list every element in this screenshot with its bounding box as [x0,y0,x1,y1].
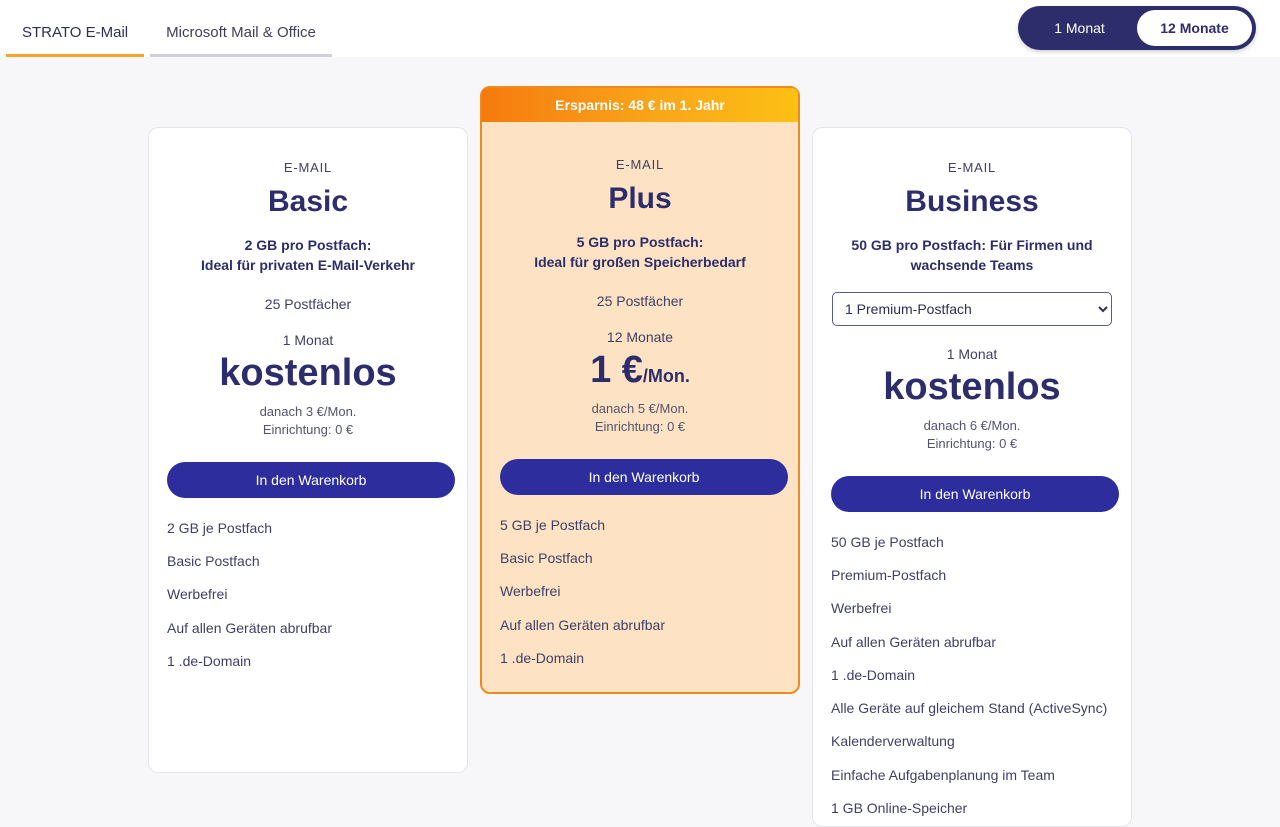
toggle-option-1-monat[interactable] [1022,10,1137,46]
list-item: Werbefrei [167,586,228,603]
list-item: 1 GB Online-Speicher [831,800,968,817]
plan-savings-ribbon-plus: Ersparnis: 48 € im 1. Jahr [482,88,798,122]
tab-strato-email[interactable] [6,25,144,57]
list-item: 1 .de-Domain [167,652,252,669]
list-item: Premium-Postfach [831,566,947,583]
plan-card-plus [480,86,800,694]
tab-microsoft-mail-office-label: Microsoft Mail & Office [166,24,316,41]
postfach-select[interactable] [832,292,1112,326]
list-item: Auf allen Geräten abrufbar [500,616,665,633]
list-item: Kalenderverwaltung [831,733,955,750]
plan-subtitle-business-line2: wachsende Teams [910,257,1034,274]
plan-features-basic [167,518,449,671]
list-item: 5 GB je Postfach [500,516,606,533]
plan-fineprint-basic-line2: Einrichtung: 0 € [262,422,354,438]
plan-term-plus: 12 Monate [606,328,674,345]
list-item: Basic Postfach [167,552,260,569]
plan-price-business-value: kostenlos [883,365,1061,408]
plan-fineprint-basic-line1: danach 3 €/Mon. [259,404,357,420]
list-item: 1 .de-Domain [831,666,916,683]
plan-subtitle-basic-line1: 2 GB pro Postfach: [244,237,372,253]
plan-fineprint-plus [500,400,780,436]
plan-term-basic: 1 Monat [282,331,334,348]
add-to-cart-button-plus[interactable]: In den Warenkorb [500,459,788,495]
duration-toggle[interactable] [1018,6,1256,50]
plan-price-basic-value: kostenlos [219,351,397,394]
toggle-option-12-monate-label: 12 Monate [1160,20,1229,36]
plan-card-basic [148,127,468,773]
plan-fineprint-plus-line2: Einrichtung: 0 € [594,419,686,435]
list-item: Auf allen Geräten abrufbar [831,633,996,650]
plan-card-business [812,127,1132,827]
plan-title-basic: Basic [267,185,349,218]
add-to-cart-button-business[interactable]: In den Warenkorb [831,476,1119,512]
plan-features-business [831,532,1113,819]
list-item: Werbefrei [831,600,892,617]
plan-subtitle-plus-line1: 5 GB pro Postfach: [576,234,704,250]
toggle-option-12-monate[interactable] [1137,10,1252,46]
plan-fineprint-business-line2: Einrichtung: 0 € [926,436,1018,452]
plan-price-business [831,366,1113,410]
plan-price-basic [167,352,449,396]
list-item: 50 GB je Postfach [831,533,944,550]
plan-title-plus: Plus [608,182,672,215]
plan-subtitle-plus-line2: Ideal für großen Speicherbedarf [534,254,746,271]
plan-price-plus-value: 1 € [590,348,643,391]
plan-price-plus-unit: /Mon. [642,365,690,386]
add-to-cart-button-basic[interactable]: In den Warenkorb [167,462,455,498]
plan-fineprint-business [831,417,1113,453]
plan-subtitle-plus [500,232,780,273]
plan-fineprint-basic [167,403,449,439]
plan-kicker-plus: E-MAIL [615,157,665,172]
plan-price-plus [500,349,780,393]
plan-subtitle-basic [167,235,449,276]
plan-subtitle-business [831,235,1113,276]
plan-fineprint-plus-line1: danach 5 €/Mon. [591,401,689,417]
plan-subtitle-basic-line2: Ideal für privaten E-Mail-Verkehr [201,257,415,274]
list-item: Einfache Aufgabenplanung im Team [831,766,1055,783]
plan-term-business: 1 Monat [946,345,998,362]
plan-mailboxes-plus: 25 Postfächer [596,292,684,309]
list-item: Alle Geräte auf gleichem Stand (ActiveSync) [831,700,1108,717]
tab-microsoft-mail-office[interactable] [150,25,332,57]
plan-subtitle-business-line1: 50 GB pro Postfach: Für Firmen und [851,237,1093,253]
plan-kicker-basic: E-MAIL [283,160,333,175]
plan-title-business: Business [905,185,1039,218]
list-item: Basic Postfach [500,549,593,566]
list-item: Auf allen Geräten abrufbar [167,619,332,636]
tab-strato-email-label: STRATO E-Mail [22,24,129,41]
list-item: 2 GB je Postfach [167,519,273,536]
plan-fineprint-business-line1: danach 6 €/Mon. [923,418,1021,434]
list-item: 1 .de-Domain [500,649,585,666]
toggle-option-1-monat-label: 1 Monat [1054,20,1105,36]
postfach-select-wrapper [831,292,1113,326]
list-item: Werbefrei [500,583,561,600]
plan-kicker-business: E-MAIL [947,160,997,175]
plan-features-plus [500,515,780,668]
plan-mailboxes-basic: 25 Postfächer [264,295,352,312]
